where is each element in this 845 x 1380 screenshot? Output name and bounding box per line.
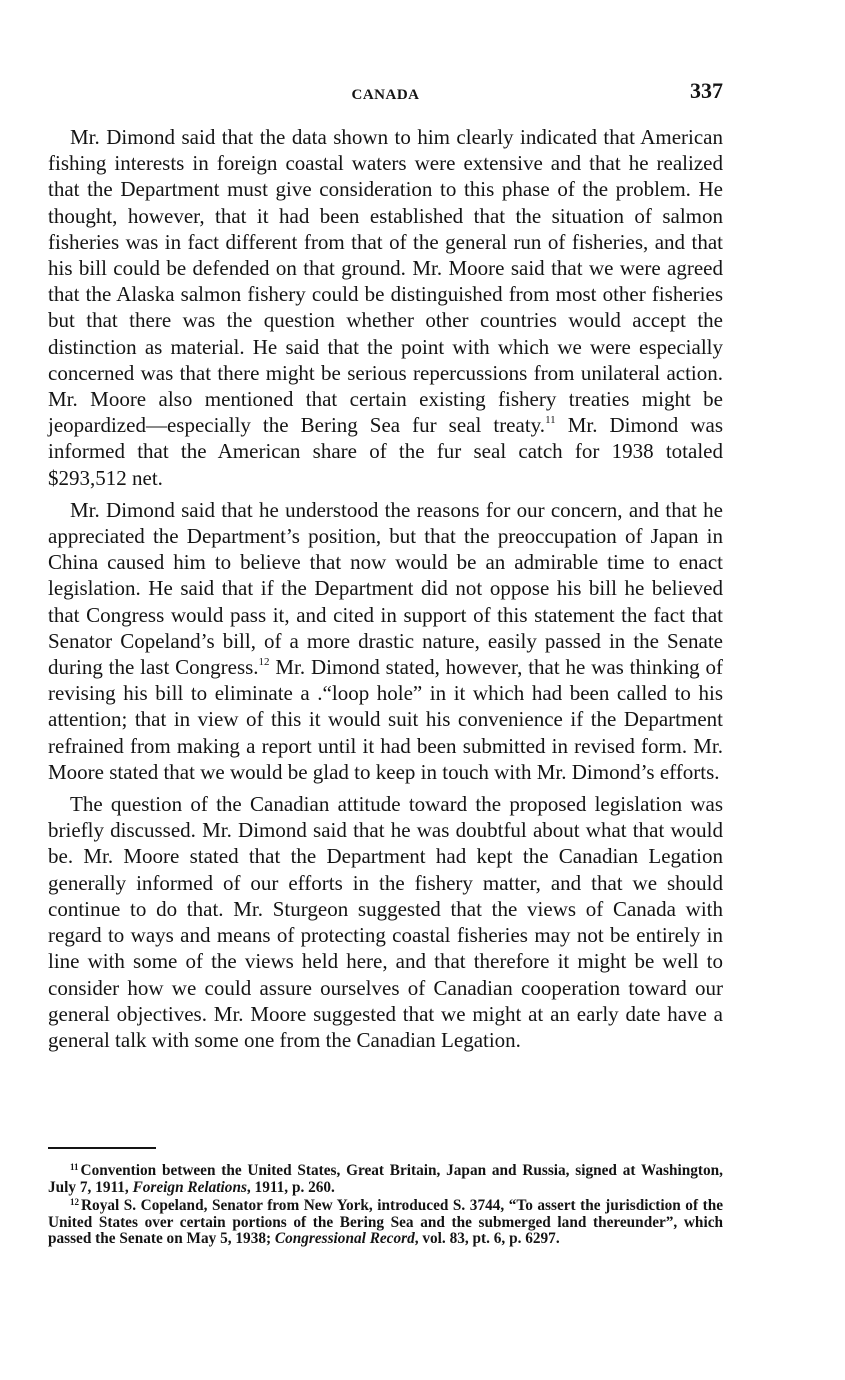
footnote-ref-12: 12	[258, 656, 270, 669]
page-number: 337	[690, 78, 723, 103]
footnote-citation-title: Congressional Record	[274, 1230, 415, 1247]
paragraph-text: Mr. Dimond said that the data shown to him clearly indicated that American fishing interests in foreign coastal waters were extensive and that he realized that the Department must give consideration to this phase of the problem. He thought, however, that it had been established that the situation of salmon fisheries was in fact different from that of the general run of fisheries, and that his bill could be defended on that ground. Mr. Moore said that we were agreed that the Alaska salmon fishery could be distinguished from most other fisheries but that there was the question whether other countries would accept the distinction as material. He said that the point with which we were especially concerned was that there might be serious repercussions from unilateral action. Mr. Moore also mentioned that certain existing fishery treaties might be jeopardized—especially the Bering Sea fur seal treaty.	[48, 125, 723, 438]
footnotes	[48, 1163, 723, 1250]
footnote-text: , 1911, p. 260.	[246, 1178, 335, 1196]
footnote-citation-title: Foreign Relations	[132, 1178, 247, 1196]
footnote-ref-11: 11	[545, 414, 556, 427]
paragraph-3	[48, 791, 723, 1053]
footnote-number: 12	[70, 1197, 79, 1207]
paragraph-2	[48, 497, 723, 785]
running-title: CANADA	[351, 87, 420, 103]
footnote-divider	[48, 1147, 156, 1149]
paragraph-text: Mr. Dimond stated, however, that he was thinking of revising his bill to eliminate a .“loop hole” in it which had been called to his attention; that in view of this it would suit his convenience if the Department refrained from making a report until it had been submitted in revised form. Mr. Moore stated that we would be glad to keep in touch with Mr. Dimond’s efforts.	[48, 655, 723, 784]
footnote-text: , vol. 83, pt. 6, p. 6297.	[414, 1230, 560, 1247]
paragraph-text: Mr. Dimond said that he understood the reasons for our concern, and that he appreciated the Department’s position, but that the preoccupation of Japan in China caused him to believe that now would be an admirable time to enact legislation. He said that if the Department did not oppose his bill he believed that Congress would pass it, and cited in support of this statement the fact that Senator Copeland’s bill, of a more drastic nature, easily passed in the Senate during the last Congress.	[48, 497, 723, 680]
footnote-text: Royal S. Copeland, Senator from New York, introduced S. 3744, “To assert the jurisdiction of the United States over certain portions of the Bering Sea and the submerged land thereunder”, which passed the Senate on May 5, 1938;	[48, 1197, 723, 1247]
footnote-text: Convention between the United States, Great Britain, Japan and Russia, signed at Washington, July 7, 1911,	[48, 1162, 723, 1196]
paragraph-text: The question of the Canadian attitude toward the proposed legislation was briefly discussed. Mr. Dimond said that he was doubtful about what that would be. Mr. Moore stated that the Department had kept the Canadian Legation generally informed of our efforts in the fishery matter, and that we should continue to do that. Mr. Sturgeon suggested that the views of Canada with regard to ways and means of protecting coastal fisheries may not be entirely in line with some of the views held here, and that therefore it might be well to consider how we could assure ourselves of Canadian cooperation toward our general objectives. Mr. Moore suggested that we might at an early date have a general talk with some one from the Canadian Legation.	[48, 792, 723, 1052]
footnote-12	[48, 1198, 723, 1248]
body-text	[48, 124, 723, 1059]
paragraph-text: Mr. Dimond was informed that the American share of the fur seal catch for 1938 totaled $293,512 net.	[48, 413, 723, 490]
paragraph-1	[48, 124, 723, 491]
footnote-11	[48, 1163, 723, 1196]
footnote-number: 11	[70, 1162, 79, 1172]
running-head	[48, 78, 723, 112]
